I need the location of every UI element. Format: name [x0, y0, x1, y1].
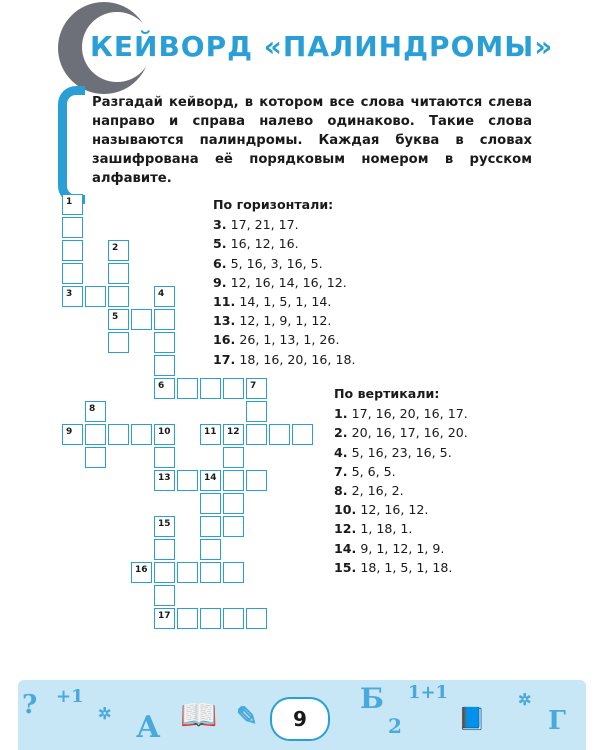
across-clue-number: 5. — [213, 236, 227, 252]
down-clue — [334, 539, 468, 558]
grid-cell[interactable] — [246, 401, 267, 422]
grid-cell[interactable] — [62, 240, 83, 261]
grid-cell[interactable] — [131, 309, 152, 330]
grid-cell[interactable] — [154, 309, 175, 330]
grid-cell[interactable] — [223, 493, 244, 514]
across-clue-code: 17, 21, 17. — [226, 217, 299, 233]
down-clue-code: 17, 16, 20, 16, 17. — [347, 406, 468, 422]
page-title: КЕЙВОРД «ПАЛИНДРОМЫ» — [90, 30, 554, 63]
page-number: 9 — [270, 697, 330, 741]
grid-cell-number: 4 — [158, 289, 165, 299]
across-clue-number: 6. — [213, 255, 227, 271]
grid-cell[interactable] — [154, 332, 175, 353]
down-clue-number: 2. — [334, 425, 348, 441]
question-mark-icon: ? — [22, 690, 38, 720]
grid-cell[interactable] — [246, 470, 267, 491]
grid-cell[interactable] — [154, 447, 175, 468]
grid-cell[interactable] — [223, 378, 244, 399]
grid-cell[interactable] — [223, 562, 244, 583]
grid-cell[interactable] — [108, 286, 129, 307]
across-heading: По горизонтали: — [213, 197, 334, 212]
across-clue-code: 16, 12, 16. — [226, 236, 299, 252]
across-clue-code: 18, 16, 20, 16, 18. — [235, 351, 356, 367]
grid-cell[interactable] — [177, 378, 198, 399]
grid-cell[interactable] — [200, 608, 221, 629]
down-clues — [334, 384, 468, 577]
across-clue — [213, 350, 355, 369]
down-clue — [334, 500, 468, 519]
grid-cell-number: 14 — [204, 473, 217, 483]
across-clue — [213, 273, 355, 292]
grid-cell-number: 13 — [158, 473, 171, 483]
down-clue — [334, 423, 468, 442]
grid-cell[interactable] — [154, 539, 175, 560]
down-clue-number: 1. — [334, 406, 348, 422]
grid-cell-number: 15 — [158, 519, 171, 529]
star-icon-2: ✲ — [518, 690, 532, 709]
grid-cell[interactable] — [62, 217, 83, 238]
down-clue-code: 18, 1, 5, 1, 18. — [356, 559, 453, 575]
down-clue-number: 7. — [334, 463, 348, 479]
grid-cell[interactable] — [200, 516, 221, 537]
grid-cell-number: 3 — [66, 289, 73, 299]
down-clue — [334, 519, 468, 538]
grid-cell[interactable] — [269, 424, 290, 445]
across-clues — [213, 195, 355, 369]
number-two-icon: 2 — [388, 714, 402, 738]
grid-cell[interactable] — [108, 332, 129, 353]
down-clue-code: 9, 1, 12, 1, 9. — [356, 540, 445, 556]
grid-cell-number: 16 — [135, 565, 148, 575]
grid-cell[interactable] — [131, 424, 152, 445]
down-clue — [334, 462, 468, 481]
grid-cell[interactable] — [177, 608, 198, 629]
down-clue-number: 14. — [334, 540, 357, 556]
grid-cell[interactable] — [223, 447, 244, 468]
grid-cell[interactable] — [177, 562, 198, 583]
grid-cell[interactable] — [62, 263, 83, 284]
star-icon: ✲ — [98, 704, 112, 723]
down-clue-code: 5, 6, 5. — [347, 463, 396, 479]
across-clue-code: 12, 16, 14, 16, 12. — [226, 274, 347, 290]
down-clue-number: 8. — [334, 483, 348, 499]
grid-cell[interactable] — [108, 263, 129, 284]
down-clue-code: 5, 16, 23, 16, 5. — [347, 444, 452, 460]
across-clue-code: 14, 1, 5, 1, 14. — [235, 294, 332, 310]
intro-text: Разгадай кейворд, в котором все слова читаются слева направо и справа налево одинаково. Такие слова называются палиндромы. Каждая буква в словах зашифрована её порядковым номером в русском алфавите. — [92, 95, 532, 186]
across-clue-number: 11. — [213, 294, 236, 310]
grid-cell[interactable] — [200, 562, 221, 583]
across-clue-number: 17. — [213, 351, 236, 367]
grid-cell-number: 12 — [227, 427, 240, 437]
plus-sign-icon: +1 — [56, 686, 84, 707]
down-clue — [334, 404, 468, 423]
grid-cell[interactable] — [177, 470, 198, 491]
grid-cell[interactable] — [223, 608, 244, 629]
across-clue — [213, 311, 355, 330]
book-icon: 📖 — [180, 698, 218, 733]
down-clue-code: 12, 16, 12. — [356, 502, 429, 518]
grid-cell[interactable] — [154, 355, 175, 376]
grid-cell[interactable] — [108, 424, 129, 445]
down-clue-number: 15. — [334, 559, 357, 575]
grid-cell-number: 5 — [112, 312, 119, 322]
across-clue-number: 3. — [213, 217, 227, 233]
across-clue — [213, 292, 355, 311]
down-clue — [334, 443, 468, 462]
across-clue-code: 5, 16, 3, 16, 5. — [226, 255, 323, 271]
down-clue-code: 1, 18, 1. — [356, 521, 413, 537]
grid-cell[interactable] — [154, 562, 175, 583]
grid-cell[interactable] — [223, 470, 244, 491]
grid-cell[interactable] — [85, 424, 106, 445]
down-clue-number: 12. — [334, 521, 357, 537]
across-clue — [213, 234, 355, 253]
across-clue — [213, 330, 355, 349]
pencil-icon: ✎ — [236, 702, 258, 732]
across-clue-number: 9. — [213, 274, 227, 290]
across-clue — [213, 215, 355, 234]
grid-cell[interactable] — [246, 608, 267, 629]
grid-cell[interactable] — [85, 286, 106, 307]
grid-cell[interactable] — [292, 424, 313, 445]
sum-icon: 1+1 — [408, 682, 449, 703]
down-clue-number: 4. — [334, 444, 348, 460]
down-clue — [334, 558, 468, 577]
across-clue-code: 12, 1, 9, 1, 12. — [235, 313, 332, 329]
down-clue-code: 2, 16, 2. — [347, 483, 404, 499]
across-clue-code: 26, 1, 13, 1, 26. — [235, 332, 340, 348]
down-clue-number: 10. — [334, 502, 357, 518]
grid-cell-number: 17 — [158, 611, 171, 621]
grid-cell-number: 1 — [66, 197, 73, 207]
grid-cell-number: 8 — [89, 404, 96, 414]
grid-cell[interactable] — [223, 516, 244, 537]
down-clue-code: 20, 16, 17, 16, 20. — [347, 425, 468, 441]
across-clue-number: 13. — [213, 313, 236, 329]
grid-cell[interactable] — [200, 539, 221, 560]
grid-cell[interactable] — [154, 585, 175, 606]
book-icon-2: 📘 — [458, 706, 486, 732]
down-clue — [334, 481, 468, 500]
grid-cell-number: 9 — [66, 427, 73, 437]
grid-cell[interactable] — [246, 424, 267, 445]
grid-cell[interactable] — [85, 447, 106, 468]
letter-b-icon: Б — [360, 682, 384, 715]
down-heading: По вертикали: — [334, 386, 440, 401]
letter-a-icon: А — [136, 710, 161, 745]
grid-cell[interactable] — [200, 493, 221, 514]
grid-cell-number: 10 — [158, 427, 171, 437]
letter-g-icon: Г — [548, 706, 566, 736]
grid-cell-number: 2 — [112, 243, 119, 253]
across-clue — [213, 254, 355, 273]
across-clue-number: 16. — [213, 332, 236, 348]
grid-cell-number: 7 — [250, 381, 257, 391]
grid-cell-number: 6 — [158, 381, 165, 391]
grid-cell[interactable] — [200, 378, 221, 399]
grid-cell-number: 11 — [204, 427, 217, 437]
